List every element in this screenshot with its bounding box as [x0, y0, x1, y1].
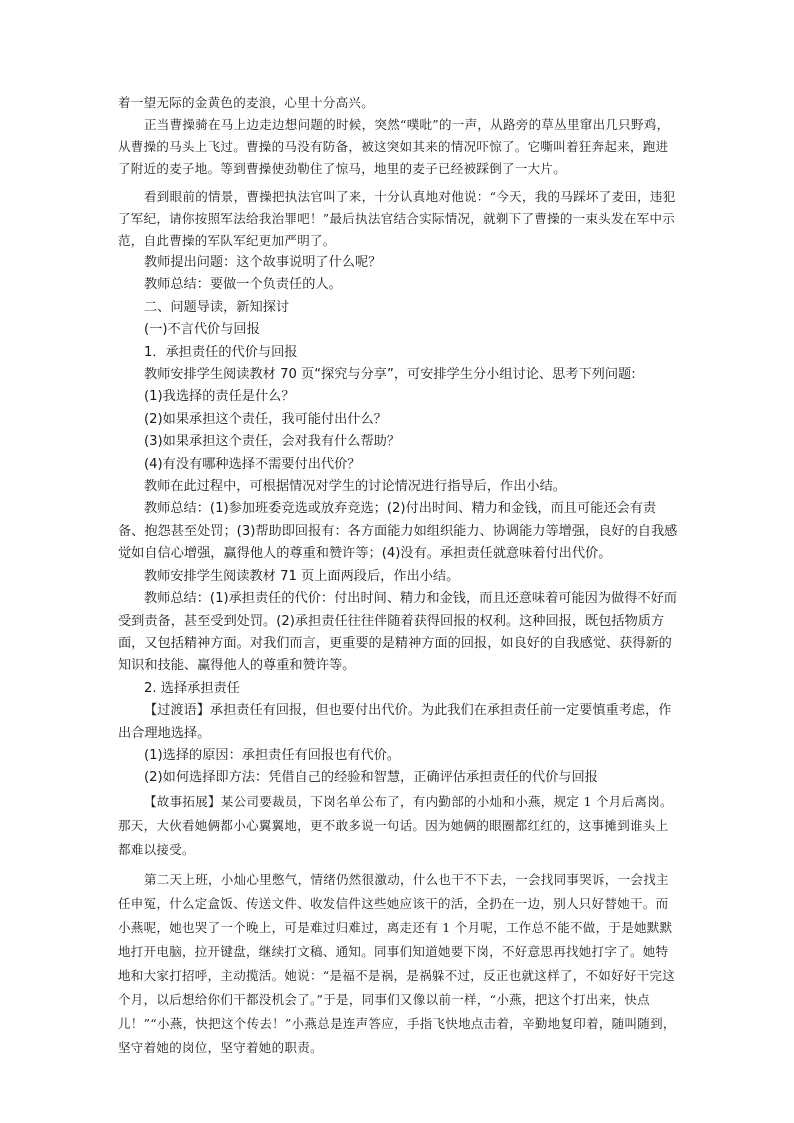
story-paragraph: 看到眼前的情景，曹操把执法官叫了来，十分认真地对他说：“今天，我的马踩坏了麦田，违犯了军纪，请你按照军法给我治罪吧！”最后执法官结合实际情况，就剃下了曹操的一束头发在军中示范，自此曹操的军队军纪更加严明了。 [118, 189, 676, 248]
topic-heading: 2. 选择承担责任 [144, 680, 240, 696]
story-paragraph: 着一望无际的金黄色的麦浪，心里十分高兴。 [118, 95, 375, 110]
teacher-summary: 教师总结：(1)承担责任的代价：付出时间、精力和金钱，而且还意味着可能因为做得不好而受到责备，甚至受到处罚。(2)承担责任往往伴随着获得回报的权利。这种回报，既包括物质方面，又包括精神方面。对我们而言，更重要的是精神方面的回报，如良好的自我感觉、获得新的知识和技能、赢得他人的尊重和赞许等。 [118, 591, 677, 674]
discussion-question: (3)如果承担这个责任，会对我有什么帮助？ [144, 434, 401, 450]
teacher-arrangement: 教师安排学生阅读教材 71 页上面两段后，作出小结。 [144, 568, 460, 584]
discussion-question: (1)我选择的责任是什么？ [144, 389, 295, 405]
teacher-summary: 教师总结：(1)参加班委竞选或放弃竞选；(2)付出时间、精力和金钱，而且可能还会有责备、抱怨甚至处罚；(3)帮助即回报有：各方面能力如组织能力、协调能力等增强，良好的自我感觉如自信心增强，赢得他人的尊重和赞许等；(4)没有。承担责任就意味着付出代价。 [118, 501, 678, 562]
teacher-question: 教师提出问题：这个故事说明了什么呢？ [144, 255, 382, 270]
story-paragraph: 正当曹操骑在马上边走边想问题的时候，突然“噗吡”的一声，从路旁的草丛里窜出几只野鸡，从曹操的马头上飞过。曹操的马没有防备，被这突如其来的情况吓惊了。它嘶叫着狂奔起来，跑进了附近的麦子地。等到曹操使劲勒住了惊马，地里的麦子已经被踩倒了一大片。 [118, 117, 670, 176]
teacher-arrangement: 教师安排学生阅读教材 70 页“探究与分享”，可安排学生分小组讨论、思考下列问题: [144, 367, 636, 383]
teacher-summary: 教师总结：要做一个负责任的人。 [144, 277, 342, 293]
reason-item: (1)选择的原因：承担责任有回报也有代价。 [144, 747, 401, 763]
story-extension-paragraph: 【故事拓展】某公司要裁员，下岗名单公布了，有内勤部的小灿和小燕，规定 1 个月后离岗。那天，大伙看她俩都小心翼翼地，更不敢多说一句话。因为她俩的眼圈都红红的，这事摊到谁头上都难以接受。 [118, 793, 673, 857]
section-heading: 二、问题导读，新知探讨 [144, 299, 290, 315]
document-page [118, 92, 680, 1060]
story-extension-paragraph: 第二天上班，小灿心里憋气，情绪仍然很激动，什么也干不下去，一会找同事哭诉，一会找主任申冤，什么定盒饭、传送文件、收发信件这些她应该干的活，全扔在一边，别人只好替她干。而小燕呢，她也哭了一个晚上，可是难过归难过，离走还有 1 个月呢，工作总不能不做，于是她默默地打开电脑，拉开键盘，继续打文稿、通知。同事们知道她要下岗，不好意思再找她打字了。她特地和大家打招呼，主动揽活。她说：“是福不是祸，是祸躲不过，反正也就这样了，不如好好干完这个月，以后想给你们干都没机会了。”于是，同事们又像以前一样，“小燕，把这个打出来，快点儿！”“小燕，快把这个传去！”小燕总是连声答应，手指飞快地点击着，辛勤地复印着，随叫随到，坚守着她的岗位，坚守着她的职责。 [118, 871, 676, 1055]
subsection-heading: (一)不言代价与回报 [144, 322, 260, 338]
topic-heading: 1．承担责任的代价与回报 [144, 344, 298, 360]
teacher-guidance: 教师在此过程中，可根据情况对学生的讨论情况进行指导后，作出小结。 [144, 479, 566, 495]
discussion-question: (4)有没有哪种选择不需要付出代价？ [144, 456, 361, 472]
transition-paragraph: 【过渡语】承担责任有回报，但也要付出代价。为此我们在承担责任前一定要慎重考虑，作出合理地选择。 [118, 703, 672, 741]
discussion-question: (2)如果承担这个责任，我可能付出什么？ [144, 411, 387, 427]
method-item: (2)如何选择即方法：凭借自己的经验和智慧，正确评估承担责任的代价与回报 [144, 770, 598, 786]
